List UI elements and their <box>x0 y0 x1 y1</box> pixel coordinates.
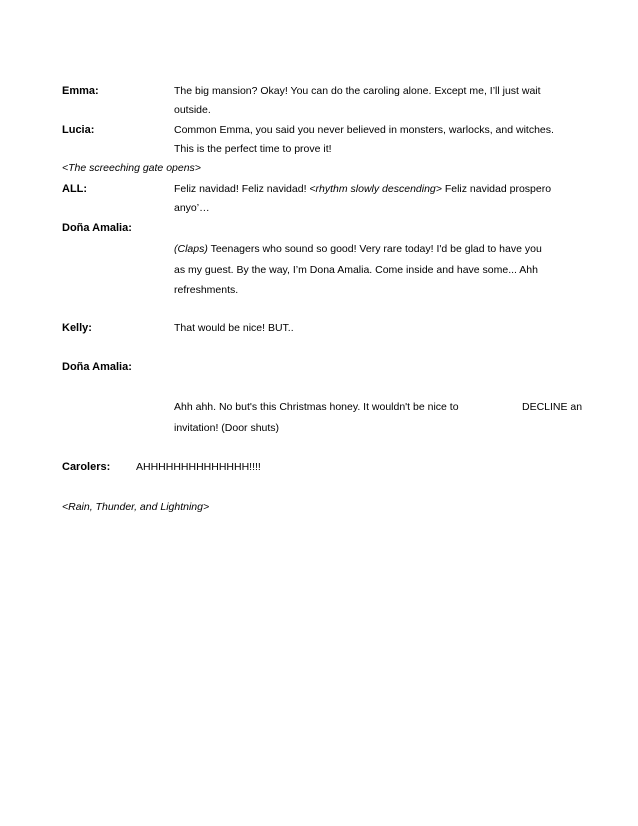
dialogue-lucia-line-1: Common Emma, you said you never believed in monsters, warlocks, and witches. <box>174 124 554 136</box>
dialogue-amalia2-line-1: Ahh ahh. No but's this Christmas honey. It wouldn't be nice to <box>174 401 459 413</box>
dialogue-all-line-2: anyo’… <box>174 202 210 214</box>
dialogue-kelly-line-1: That would be nice! BUT.. <box>174 322 294 334</box>
dialogue-amalia2-decline: DECLINE an <box>522 401 583 413</box>
speaker-all: ALL: <box>62 183 88 195</box>
dialogue-all-text-c: Feliz navidad prospero <box>441 183 552 195</box>
dialogue-all-text-a: Feliz navidad! Feliz navidad! <box>174 183 310 195</box>
dialogue-all-direction: <rhythm slowly descending> <box>309 183 442 195</box>
speaker-emma: Emma: <box>62 85 99 97</box>
stage-direction-gate: <The screeching gate opens> <box>62 162 201 174</box>
speaker-dona-amalia-1: Doña Amalia: <box>62 222 132 234</box>
dialogue-amalia1-line-2: as my guest. By the way, I’m Dona Amalia. Come inside and have some... Ahh <box>174 264 538 276</box>
dialogue-emma-line-1: The big mansion? Okay! You can do the caroling alone. Except me, I’ll just wait <box>174 85 541 97</box>
speaker-lucia: Lucia: <box>62 124 95 136</box>
dialogue-emma-line-2: outside. <box>174 104 211 116</box>
dialogue-amalia1-line-1 <box>174 242 542 256</box>
dialogue-carolers-line-1: AHHHHHHHHHHHHHH!!!! <box>136 461 261 473</box>
dialogue-amalia1-text: Teenagers who sound so good! Very rare today! I'd be glad to have you <box>207 243 542 255</box>
stage-direction-rain: <Rain, Thunder, and Lightning> <box>62 501 210 513</box>
dialogue-amalia2-line-2: invitation! (Door shuts) <box>174 422 280 434</box>
dialogue-all-line-1 <box>174 182 551 196</box>
dialogue-lucia-line-2: This is the perfect time to prove it! <box>174 143 332 155</box>
speaker-carolers: Carolers: <box>62 461 111 473</box>
dialogue-amalia1-line-3: refreshments. <box>174 284 239 296</box>
dialogue-amalia1-direction: (Claps) <box>174 243 208 255</box>
speaker-dona-amalia-2: Doña Amalia: <box>62 361 132 373</box>
speaker-kelly: Kelly: <box>62 322 92 334</box>
